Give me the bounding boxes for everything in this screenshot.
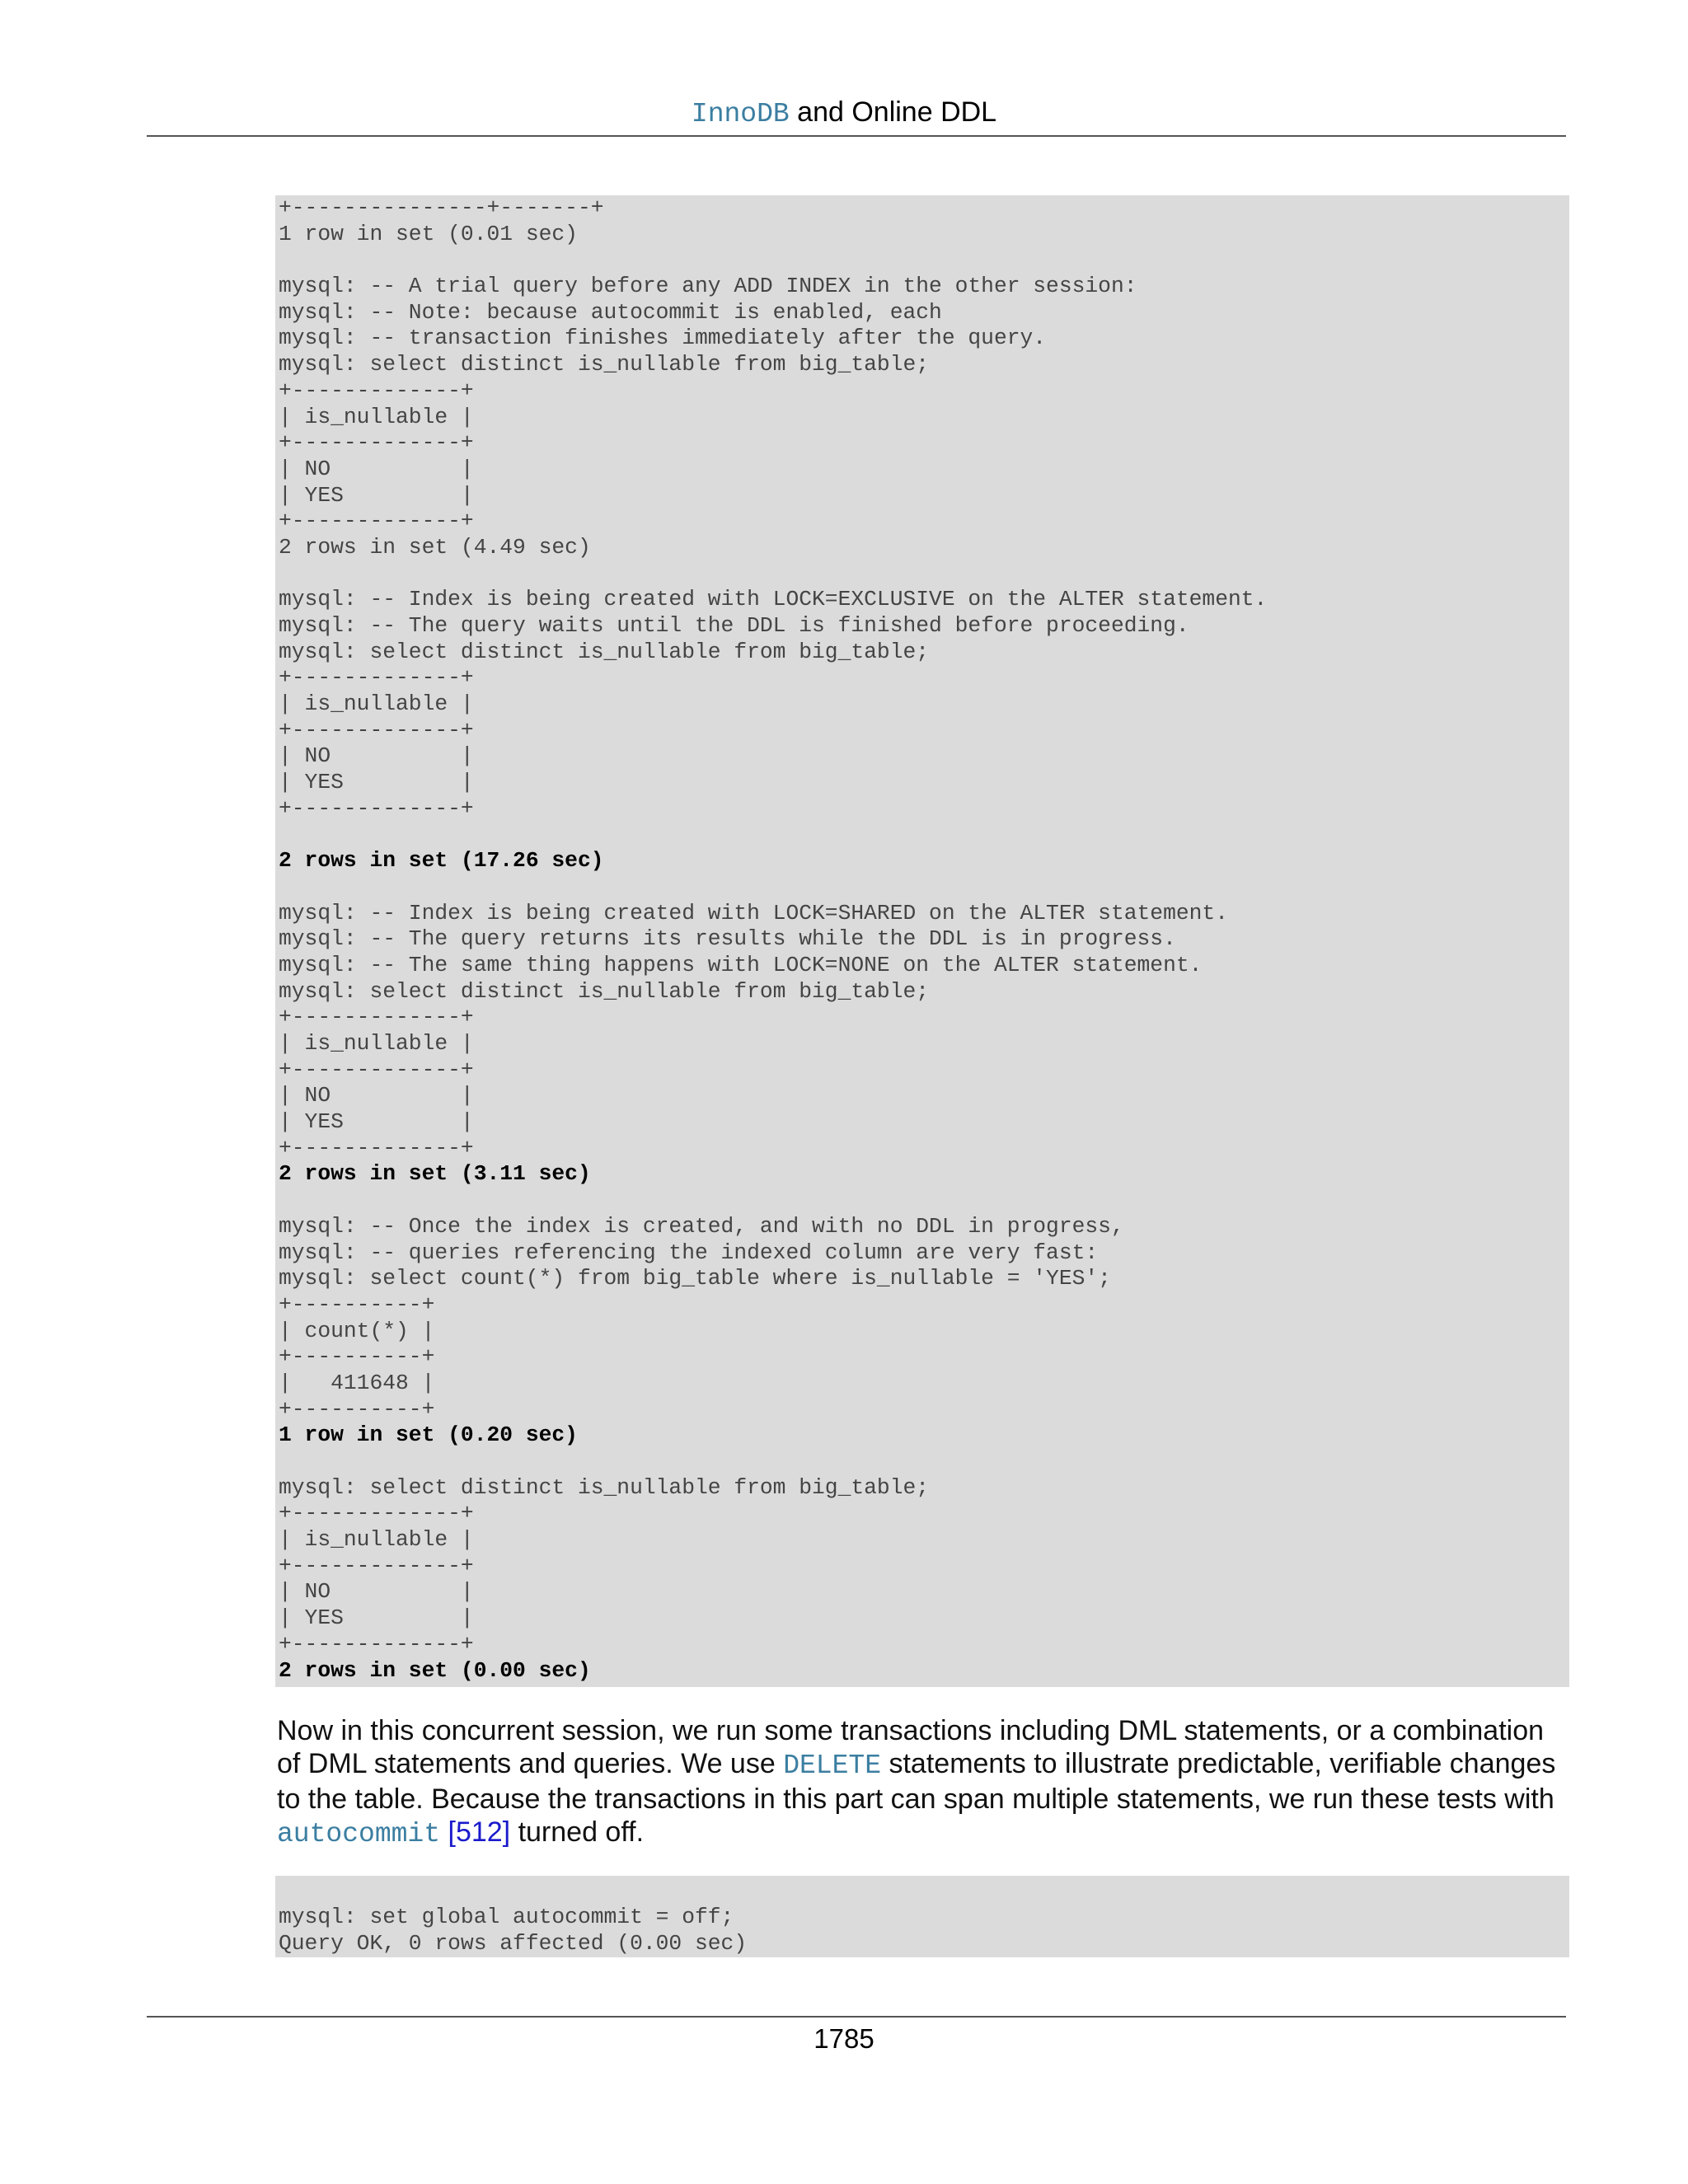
code-line: +-------------+ — [279, 717, 474, 743]
code-line — [279, 561, 1569, 588]
code-line: +-------------+ — [279, 1057, 474, 1082]
header-title-text: and Online DDL — [789, 96, 997, 128]
delete-statement-link[interactable]: DELETE — [783, 1750, 882, 1781]
code-line: | 411648 | — [279, 1370, 435, 1395]
code-line: +-------------+ — [279, 377, 474, 403]
code-line: 2 rows in set (17.26 sec) — [279, 848, 604, 874]
code-line: +-------------+ — [279, 1553, 474, 1578]
header-code-term-link[interactable]: InnoDB — [691, 99, 790, 129]
paragraph-space — [440, 1816, 448, 1848]
code-block-query-output — [275, 195, 1569, 1687]
footer-rule — [147, 2016, 1566, 2018]
code-line: +-------------+ — [279, 1501, 474, 1526]
code-line: | NO | — [279, 1083, 474, 1108]
code-line: mysql: -- The query waits until the DDL is finished before proceeding. — [279, 613, 1189, 638]
code-line: 2 rows in set (0.00 sec) — [279, 1657, 591, 1683]
code-line — [279, 1188, 1569, 1214]
page-header — [0, 92, 1688, 134]
header-rule — [147, 135, 1566, 137]
code-line: | is_nullable | — [279, 691, 474, 717]
paragraph-text-3: turned off. — [510, 1816, 645, 1848]
autocommit-link[interactable]: autocommit — [277, 1819, 441, 1849]
code-line: +-------------+ — [279, 1005, 474, 1030]
code-line: | NO | — [279, 743, 474, 769]
code-line: mysql: set global autocommit = off; — [279, 1905, 734, 1929]
code-line: +----------+ — [279, 1344, 435, 1370]
code-line: 1 row in set (0.01 sec) — [279, 221, 578, 246]
code-line: mysql: select distinct is_nullable from big_table; — [279, 978, 930, 1004]
code-line: mysql: select distinct is_nullable from big_table; — [279, 639, 930, 664]
code-line: mysql: -- queries referencing the indexed column are very fast: — [279, 1240, 1099, 1265]
code-line: +---------------+-------+ — [279, 195, 604, 220]
code-line: 2 rows in set (4.49 sec) — [279, 534, 591, 560]
code-line: | is_nullable | — [279, 1031, 474, 1056]
code-line: 2 rows in set (3.11 sec) — [279, 1161, 591, 1187]
code-line: Query OK, 0 rows affected (0.00 sec) — [279, 1930, 748, 1956]
autocommit-ref-link[interactable]: [512] — [448, 1816, 511, 1848]
code-line — [279, 247, 1569, 274]
code-line: mysql: -- Index is being created with LOCK=EXCLUSIVE on the ALTER statement. — [279, 587, 1268, 612]
code-line: +-------------+ — [279, 430, 474, 456]
code-line: +----------+ — [279, 1291, 435, 1317]
code-line: mysql: -- transaction finishes immediately after the query. — [279, 326, 1047, 351]
code-line: +-------------+ — [279, 509, 474, 534]
code-line: mysql: select distinct is_nullable from big_table; — [279, 1474, 930, 1500]
code-line: | YES | — [279, 482, 474, 508]
code-block-autocommit — [275, 1876, 1569, 1957]
code-line — [279, 874, 1569, 901]
code-line: +-------------+ — [279, 795, 474, 821]
code-line: +-------------+ — [279, 1135, 474, 1160]
code-line: mysql: -- Note: because autocommit is enabled, each — [279, 299, 942, 325]
code-line: | NO | — [279, 1579, 474, 1605]
code-line: mysql: select count(*) from big_table where is_nullable = 'YES'; — [279, 1266, 1111, 1291]
code-line — [279, 823, 1569, 849]
code-line: mysql: -- Index is being created with LOCK=SHARED on the ALTER statement. — [279, 900, 1228, 926]
page-number: 1785 — [814, 2023, 874, 2054]
code-line: | YES | — [279, 1605, 474, 1631]
code-line: | is_nullable | — [279, 404, 474, 429]
code-line: | count(*) | — [279, 1318, 435, 1343]
body-paragraph — [277, 1714, 1571, 1851]
code-line: 1 row in set (0.20 sec) — [279, 1422, 578, 1448]
code-line: | NO | — [279, 456, 474, 481]
code-line — [279, 1449, 1569, 1475]
code-line: mysql: select distinct is_nullable from big_table; — [279, 352, 930, 377]
code-line: mysql: -- The query returns its results while the DDL is in progress. — [279, 926, 1176, 952]
paragraph-text-2: statements to illustrate predictable, verifiable changes to the table. Because the transactions in this part can span multiple statements, we run these tests with — [277, 1748, 1556, 1815]
code-line: mysql: -- The same thing happens with LOCK=NONE on the ALTER statement. — [279, 952, 1203, 977]
code-line: +----------+ — [279, 1396, 435, 1422]
code-line: | is_nullable | — [279, 1527, 474, 1553]
code-line: +-------------+ — [279, 1631, 474, 1657]
paragraph-text-1: Now in this concurrent session, we run some transactions including DML statements, or a combination of DML statements and queries. We use — [277, 1715, 1545, 1779]
code-line: | YES | — [279, 1109, 474, 1135]
code-line: +-------------+ — [279, 665, 474, 691]
code-line: mysql: -- A trial query before any ADD INDEX in the other session: — [279, 274, 1137, 299]
code-line: mysql: -- Once the index is created, and with no DDL in progress, — [279, 1213, 1124, 1239]
code-line: | YES | — [279, 770, 474, 795]
